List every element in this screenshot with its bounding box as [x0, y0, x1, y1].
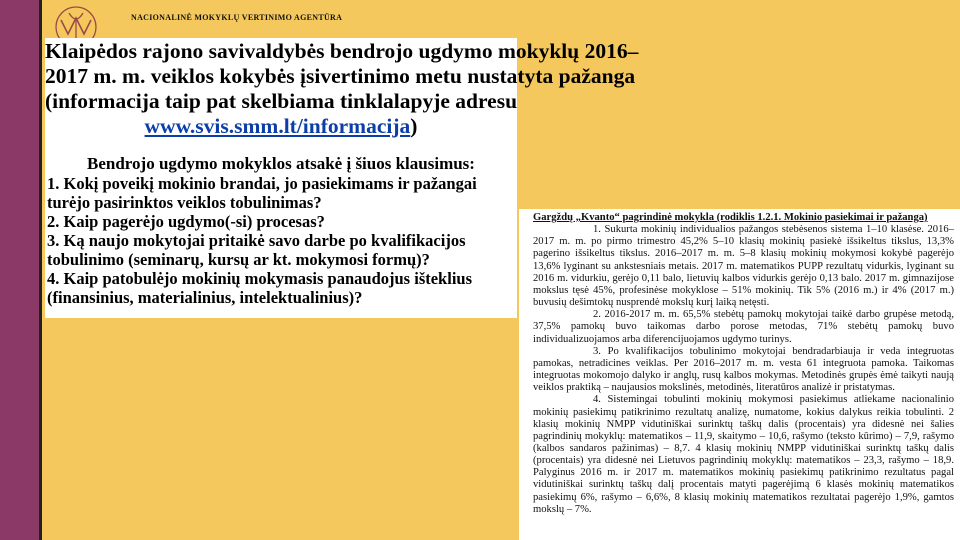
questions-heading: Bendrojo ugdymo mokyklos atsakė į šiuos klausimus: — [87, 154, 475, 173]
report-paragraph: 3. Po kvalifikacijos tobulinimo mokytojai bendradarbiauja ir veda integruotas pamokas, netradicines veiklas. Per 2016–2017 m. m. vesta 61 integruota pamoka. Taikomas integruotas mokomojo dalyko ir anglų, rusų kalbos mokymas. Metodinės grupės ėmė taikyti naują veiklos praktiką – naujausios mokslinės, metodinės, literatūros analizė ir pristatymas. — [533, 345, 954, 394]
school-report-excerpt — [519, 209, 960, 540]
school-report-heading: Gargždų „Kvanto“ pagrindinė mokykla (rodiklis 1.2.1. Mokinio pasiekimai ir pažanga) — [533, 212, 928, 223]
left-color-band — [0, 0, 42, 540]
doc-summary-panel — [45, 38, 639, 318]
doc-title — [45, 38, 639, 139]
question-item: 1. Kokį poveikį mokinio brandai, jo pasiekimams ir pažangai turėjo pasirinktos veiklos tobulinimas? — [47, 174, 477, 212]
doc-title-line: (informacija taip pat skelbiama tinklalapyje adresu — [45, 89, 518, 113]
report-paragraph: 1. Sukurta mokinių individualios pažangos stebėsenos sistema 1–10 klasėse. 2016–2017 m. m. po pirmo trimestro 45,2% 5–10 klasių mokinių pasiekė išsikeltus tikslus, 13,3% pagerino išsikeltus tikslus. 2016–2017 m. m. 5–8 klasių mokinių mokymosi kokybė pagerėjo 13,6% lyginant su ankstesniais metais. 2017 m. matematikos PUPP rezultatų vidurkis, lyginant su 2016 m. vidurkiu, gerėjo 0,11 balo, lietuvių kalbos vidurkis gerėjo 0,13 balo. 2017 m. gimnazijose mokslus tęsė 45%, profesinėse mokyklose – 51% mokinių. Tik 5% (2016 m.) ir 4% (2017 m.) buvusių dešimtokų nusprendė mokslų kurį laiką netęsti. — [533, 224, 954, 309]
link-suffix: ) — [410, 114, 418, 138]
doc-title-line: Klaipėdos rajono savivaldybės bendrojo ugdymo mokyklų 2016– — [45, 39, 639, 63]
report-paragraph: 2. 2016-2017 m. m. 65,5% stebėtų pamokų mokytojai taikė darbo grupėse metodą, 37,5% pamokų buvo taikomas darbo porose metodas, 71% stebėtų pamokų buvo individualizuojamos arba diferencijuojamos ugdymo turinys. — [533, 309, 954, 345]
question-item: 2. Kaip pagerėjo ugdymo(-si) procesas? — [47, 212, 325, 231]
question-item: 3. Ką naujo mokytojai pritaikė savo darbe po kvalifikacijos tobulinimo (seminarų, kursų ar kt. mokymosi formų)? — [47, 231, 466, 269]
info-link[interactable]: www.svis.smm.lt/informacija — [144, 114, 411, 138]
report-paragraph: 4. Sistemingai tobulinti mokinių mokymosi pasiekimus atliekame nacionalinio mokinių pasiekimų patikrinimo rezultatų analizę, numatome, kokius dalykus reikia tobulinti. 2 klasių mokinių NMPP vidutiniškai surinktų taškų dalis (procentais) yra didesnė nei šalies pagrindinių mokyklų: matematikos – 11,9, skaitymo – 10,6, rašymo (teksto kūrimo) – 7,9, rašymo (kalbos sandaros pažinimas) – 8,7. 4 klasių mokinių NMPP vidutiniškai surinktų taškų dalis (procentais) yra didesnė nei Lietuvos pagrindinių mokyklų: matematikos – 23,3, rašymo – 18,9. Palyginus 2016 m. ir 2017 m. matematikos mokinių pasiekimų patikrinimo rezultatus pagal vidutiniškai surinktų taškų dalį procentais matyti pagerėjimą 6 klasės mokinių matematikos pasiekimų 6%, rašymo – 6,6%, 8 klasių mokinių matematikos rezultatai pagerėjo 1,9%, gamtos mokslų – 7%. — [533, 394, 954, 515]
question-item: 4. Kaip patobulėjo mokinių mokymasis panaudojus išteklius (finansinius, materialinius, intelektualinius)? — [47, 269, 472, 307]
doc-title-line: 2017 m. m. veiklos kokybės įsivertinimo metu nustatyta pažanga — [45, 64, 636, 88]
agency-name: NACIONALINĖ MOKYKLŲ VERTINIMO AGENTŪRA — [131, 13, 343, 22]
